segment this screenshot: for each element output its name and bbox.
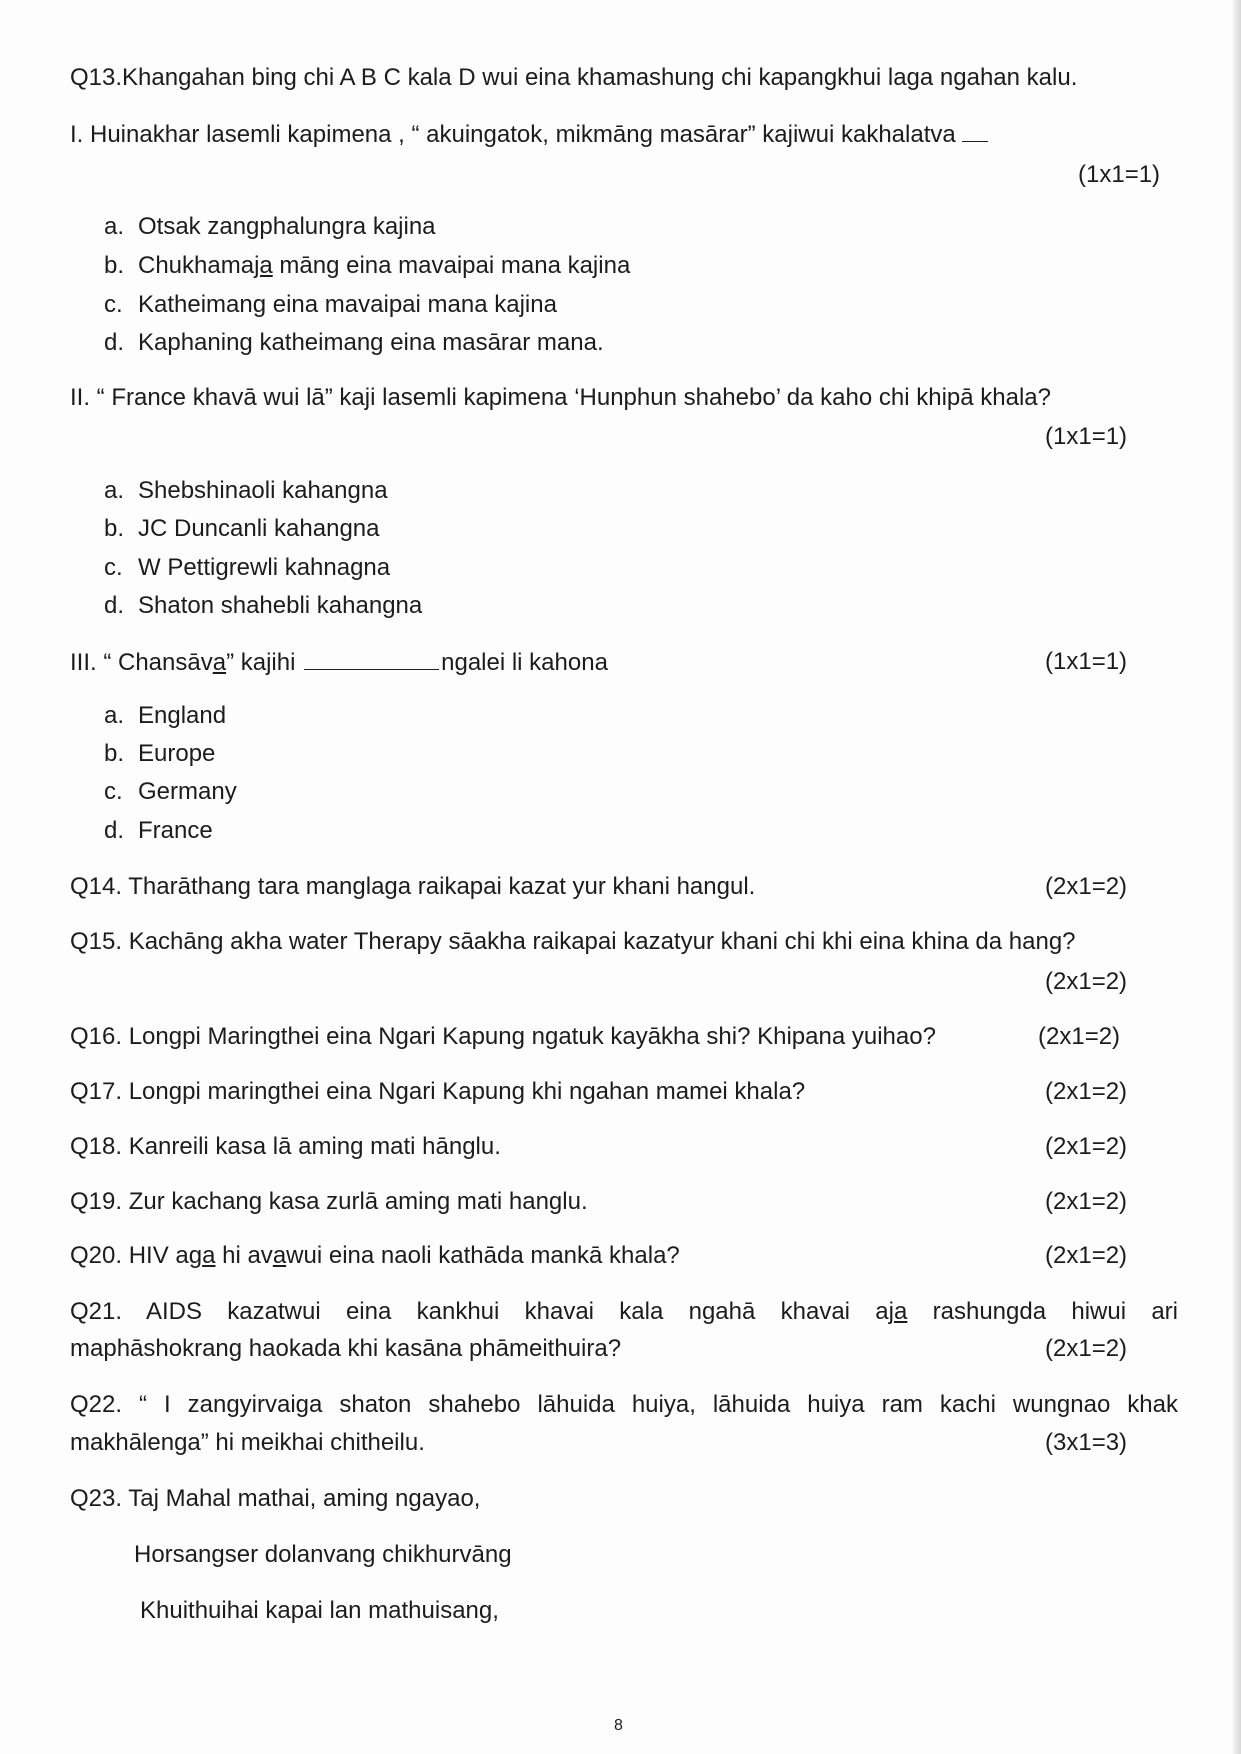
q17-text: Q17. Longpi maringthei eina Ngari Kapung khi ngahan mamei khala? bbox=[70, 1078, 806, 1105]
q18-text: Q18. Kanreili kasa lā aming mati hānglu. bbox=[70, 1133, 501, 1160]
q21-line2: maphāshokrang haokada khi kasāna phāmeithuira? bbox=[70, 1335, 622, 1362]
q13-ii-marks: (1x1=1) bbox=[1045, 423, 1128, 450]
q13-ii-option-d bbox=[104, 591, 422, 621]
question-text: Q20. HIV ag bbox=[70, 1242, 203, 1269]
option-label: b. bbox=[104, 740, 125, 767]
option-label: d. bbox=[104, 592, 125, 619]
q16-marks: (2x1=2) bbox=[1038, 1023, 1121, 1050]
q15-text: Q15. Kachāng akha water Therapy sāakha raikapai kazatyur khani chi khi eina khina da hang? bbox=[70, 928, 1076, 955]
q13-i-option-a bbox=[104, 212, 436, 242]
q23-poem-line-2: Khuithuihai kapai lan mathuisang, bbox=[140, 1597, 499, 1624]
question-text: Q21. AIDS kazatwui eina kankhui khavai kala ngahā khavai aj bbox=[70, 1298, 894, 1325]
q13-iii-option-b bbox=[104, 739, 215, 769]
option-label: a. bbox=[104, 477, 125, 504]
option-text: Shaton shahebli kahangna bbox=[138, 592, 423, 619]
q13-i-option-d bbox=[104, 328, 604, 358]
q13-iii-option-a bbox=[104, 701, 226, 731]
option-text: Europe bbox=[138, 740, 216, 767]
option-label: d. bbox=[104, 329, 125, 356]
q13-iii-option-c bbox=[104, 777, 237, 807]
q23-heading: Q23. Taj Mahal mathai, aming ngayao, bbox=[70, 1485, 481, 1512]
stem-text-underlined: a bbox=[212, 649, 227, 676]
q13-i-stem bbox=[70, 119, 988, 150]
q13-heading: Q13.Khangahan bing chi A B C kala D wui eina khamashung chi kapangkhui laga ngahan kalu. bbox=[70, 64, 1078, 91]
q21-line1 bbox=[70, 1297, 1178, 1327]
option-text: Kaphaning katheimang eina masārar mana. bbox=[138, 329, 604, 356]
option-text: Germany bbox=[138, 778, 237, 805]
q14-text: Q14. Tharāthang tara manglaga raikapai kazat yur khani hangul. bbox=[70, 873, 756, 900]
option-label: c. bbox=[104, 554, 123, 581]
q13-iii-stem bbox=[70, 647, 608, 678]
answer-blank bbox=[304, 647, 439, 670]
option-label: d. bbox=[104, 817, 125, 844]
option-label: c. bbox=[104, 778, 123, 805]
q15-marks: (2x1=2) bbox=[1045, 968, 1128, 995]
option-label: b. bbox=[104, 252, 125, 279]
question-text: hi av bbox=[215, 1242, 273, 1269]
q19-marks: (2x1=2) bbox=[1045, 1188, 1128, 1215]
option-text: Shebshinaoli kahangna bbox=[138, 477, 388, 504]
question-text-underlined: a bbox=[272, 1242, 287, 1269]
q13-ii-option-b bbox=[104, 514, 380, 544]
q22-marks: (3x1=3) bbox=[1045, 1429, 1128, 1456]
stem-text: III. “ Chansāv bbox=[70, 649, 213, 676]
q19-text: Q19. Zur kachang kasa zurlā aming mati hanglu. bbox=[70, 1188, 588, 1215]
question-text: wui eina naoli kathāda mankā khala? bbox=[286, 1242, 680, 1269]
option-label: c. bbox=[104, 291, 123, 318]
q13-i-option-b bbox=[104, 251, 630, 281]
option-text: England bbox=[138, 702, 227, 729]
option-label: a. bbox=[104, 702, 125, 729]
q16-text: Q16. Longpi Maringthei eina Ngari Kapung ngatuk kayākha shi? Khipana yuihao? bbox=[70, 1023, 936, 1050]
q13-ii-option-a bbox=[104, 476, 388, 506]
q21-marks: (2x1=2) bbox=[1045, 1335, 1128, 1362]
option-label: a. bbox=[104, 213, 125, 240]
q20-marks: (2x1=2) bbox=[1045, 1242, 1128, 1269]
option-text: JC Duncanli kahangna bbox=[138, 515, 380, 542]
q23-poem-line-1: Horsangser dolanvang chikhurvāng bbox=[134, 1541, 512, 1568]
page-edge-shadow bbox=[1233, 0, 1241, 1754]
q18-marks: (2x1=2) bbox=[1045, 1133, 1128, 1160]
answer-blank bbox=[962, 119, 988, 142]
question-text: rashungda hiwui ari bbox=[907, 1298, 1178, 1325]
q13-i-marks: (1x1=1) bbox=[1078, 161, 1161, 188]
q13-ii-stem: II. “ France khavā wui lā” kaji lasemli kapimena ‘Hunphun shahebo’ da kaho chi khipā khala? bbox=[70, 384, 1051, 411]
q17-marks: (2x1=2) bbox=[1045, 1078, 1128, 1105]
q13-iii-option-d bbox=[104, 816, 213, 846]
option-text: France bbox=[138, 817, 213, 844]
option-text: Katheimang eina mavaipai mana kajina bbox=[138, 291, 557, 318]
option-text: māng eina mavaipai mana kajina bbox=[272, 252, 631, 279]
stem-text: ” kajihi bbox=[226, 649, 296, 676]
q14-marks: (2x1=2) bbox=[1045, 873, 1128, 900]
q13-ii-option-c bbox=[104, 553, 390, 583]
stem-text: ngalei li kahona bbox=[441, 649, 608, 676]
q22-line1: Q22. “ I zangyirvaiga shaton shahebo lāhuida huiya, lāhuida huiya ram kachi wungnao khak bbox=[70, 1391, 1178, 1418]
question-text-underlined: a bbox=[893, 1298, 908, 1325]
question-text-underlined: a bbox=[202, 1242, 216, 1269]
q13-i-stem-text: I. Huinakhar lasemli kapimena , “ akuingatok, mikmāng masārar” kajiwui kakhalatva bbox=[70, 121, 956, 148]
option-label: b. bbox=[104, 515, 125, 542]
option-text: W Pettigrewli kahnagna bbox=[138, 554, 391, 581]
q13-i-option-c bbox=[104, 290, 557, 320]
q22-line2: makhālenga” hi meikhai chitheilu. bbox=[70, 1429, 425, 1456]
option-text-underlined: ja bbox=[254, 252, 273, 279]
q13-iii-marks: (1x1=1) bbox=[1045, 648, 1128, 675]
page-number: 8 bbox=[614, 1717, 623, 1734]
option-text: Chukhama bbox=[138, 252, 255, 279]
q20-text bbox=[70, 1241, 680, 1271]
option-text: Otsak zangphalungra kajina bbox=[138, 213, 436, 240]
